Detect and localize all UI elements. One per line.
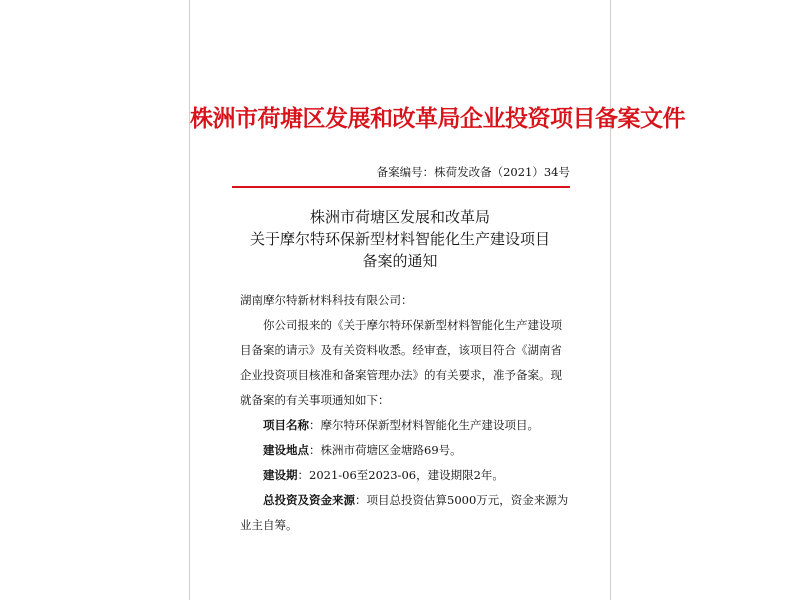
item-project-name: [240, 413, 570, 438]
title-line-2: 关于摩尔特环保新型材料智能化生产建设项目: [249, 230, 550, 248]
document-header: 株洲市荷塘区发展和改革局企业投资项目备案文件: [190, 105, 685, 132]
item-label: 建设期: [263, 468, 298, 482]
notice-title: [190, 206, 610, 272]
item-label: 建设地点: [263, 443, 309, 457]
addressee: 湖南摩尔特新材料科技有限公司：: [240, 293, 413, 307]
title-line-1: 株洲市荷塘区发展和改革局: [309, 208, 490, 226]
item-value: ：项目总投资估算5000万元，资金来源为: [355, 493, 569, 507]
item-value: ：2021-06至2023-06，建设期限2年。: [297, 468, 504, 482]
item-label: 项目名称: [263, 418, 309, 432]
document-page: [189, 0, 685, 600]
notice-body: [240, 288, 570, 538]
item-investment: [240, 488, 570, 513]
item-investment-continuation: 业主自筹。: [240, 518, 298, 532]
item-label: 总投资及资金来源: [263, 493, 355, 507]
item-period: [240, 463, 570, 488]
item-value: ：株洲市荷塘区金塘路69号。: [309, 443, 462, 457]
item-value: ：摩尔特环保新型材料智能化生产建设项目。: [309, 418, 539, 432]
title-line-3: 备案的通知: [362, 252, 438, 270]
filing-number: 备案编号：株荷发改备（2021）34号: [376, 165, 570, 179]
item-location: [240, 438, 570, 463]
header-divider: [232, 186, 570, 188]
body-paragraph: 你公司报来的《关于摩尔特环保新型材料智能化生产建设项目备案的请示》及有关资料收悉。经审查，该项目符合《湖南省企业投资项目核准和备案管理办法》的有关要求，准予备案。现就备案的有关事项通知如下：: [240, 318, 562, 407]
